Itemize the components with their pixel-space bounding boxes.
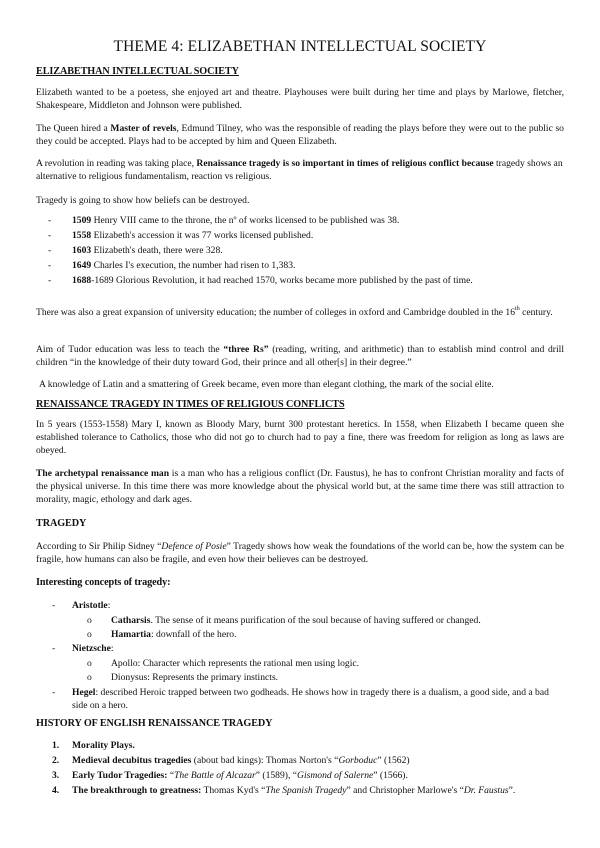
- dash-marker: -: [52, 643, 56, 654]
- bold-term-master-of-revels: Master of revels: [110, 123, 177, 134]
- paragraph-bloody-mary: In 5 years (1553-1558) Mary I, known as Bloody Mary, burnt 300 protestant heretics. In 1558, when Elizabeth I became queen she established tolerance to Catholics, those who did not go to church had to pay a fine, there was freedom for religion as long as laws are obeyed.: [36, 419, 564, 457]
- circle-marker: o: [87, 672, 92, 683]
- text: Elizabeth's accession it was 77 works licensed published.: [91, 230, 314, 241]
- number-marker: 2.: [52, 755, 60, 766]
- text: :: [110, 643, 114, 654]
- text: is a man who has a religious conflict (Dr. Faustus), he has to confront Christian morality and facts of the physical universe. In this time there was more knowledge about the physical world but, at the same time there was still attraction to morality, magic, ethology and dark ages.: [36, 468, 565, 506]
- dash-marker: -: [48, 245, 52, 256]
- paragraph-elizabeth-poetess: Elizabeth wanted to be a poetess, she enjoyed art and theatre. Playhouses were built during her time and plays by Marlowe, fletcher, Shakespeare, Middleton and Johnson were published.: [36, 87, 564, 112]
- text: , Edmund Tilney, who was the responsible of reading the plays before they were out to the public so they could be accepted. Plays had to be accepted by him and Queen Elizabeth.: [36, 123, 564, 148]
- concept-name: Catharsis: [111, 615, 151, 626]
- text: century.: [519, 307, 553, 318]
- page-title: THEME 4: ELIZABETHAN INTELLECTUAL SOCIETY: [113, 38, 487, 55]
- dash-marker: -: [48, 230, 52, 241]
- year: 1688: [72, 275, 92, 286]
- section-heading-intellectual-society: ELIZABETHAN INTELLECTUAL SOCIETY: [36, 66, 239, 77]
- bold-phrase-renaissance-tragedy: Renaissance tragedy is so important in times of religious conflict because: [196, 158, 494, 169]
- year: 1649: [72, 260, 92, 271]
- text: According to Sir Philip Sidney “: [36, 541, 162, 552]
- text: : downfall of the hero.: [150, 629, 237, 640]
- text: Elizabeth's death, there were 328.: [91, 245, 223, 256]
- text: Aim of Tudor education was less to teach the: [36, 344, 224, 355]
- superscript: th: [515, 306, 520, 312]
- concept-name: Hegel: [72, 687, 96, 698]
- text: Charles I's execution, the number had risen to 1,383.: [91, 260, 296, 271]
- text: Dionysus: Represents the primary instincts.: [111, 672, 279, 683]
- number-marker: 3.: [52, 770, 60, 781]
- text: The Queen hired a: [36, 123, 111, 134]
- italic-title: Dr. Faustus: [463, 785, 509, 796]
- text: :: [107, 600, 111, 611]
- dash-marker: -: [48, 260, 52, 271]
- text: ” Tragedy shows how weak the foundations of the world can be, how the system can be fragile, how humans can also be fragile, and even how their believes can be destroyed.: [36, 541, 565, 566]
- paragraph-university-expansion: [36, 306, 564, 319]
- bold-term: Early Tudor Tragedies:: [72, 770, 168, 781]
- concept-name: Hamartia: [111, 629, 151, 640]
- italic-title-defence-of-posie: Defence of Posie: [161, 541, 227, 552]
- text: Thomas Kyd's “: [201, 785, 266, 796]
- text: -1689 Glorious Revolution, it had reached 1570, works became more published by the past of time.: [91, 275, 473, 286]
- concept-name: Nietzsche: [72, 643, 111, 654]
- bold-term-archetypal-man: The archetypal renaissance man: [36, 468, 170, 479]
- italic-title: The Battle of Alcazar: [174, 770, 256, 781]
- bold-term: Morality Plays.: [72, 740, 135, 751]
- section-heading-concepts: Interesting concepts of tragedy:: [36, 577, 171, 588]
- text: There was also a great expansion of university education; the number of colleges in oxford and Cambridge doubled in the 16: [36, 307, 516, 318]
- italic-title: Gismond of Salerne: [297, 770, 374, 781]
- section-heading-renaissance-tragedy: RENAISSANCE TRAGEDY IN TIMES OF RELIGIOUS CONFLICTS: [36, 399, 345, 410]
- text: (reading, writing, and arithmetic) than to establish mind control and drill children “in the knowledge of their duty toward God, their prince and all other[s] in their degree.”: [36, 344, 564, 369]
- italic-title: The Spanish Tragedy: [265, 785, 347, 796]
- number-marker: 1.: [52, 740, 60, 751]
- paragraph-latin-greek: A knowledge of Latin and a smattering of Greek became, even more than elegant clothing, the mark of the social elite.: [39, 379, 494, 390]
- bold-term: Medieval decubitus tragedies: [72, 755, 192, 766]
- dash-marker: -: [52, 687, 56, 698]
- text: tragedy shows an alternative to religious fundamentalism, reaction vs religious.: [36, 158, 563, 183]
- dash-marker: -: [52, 600, 56, 611]
- text: (about bad kings): Thomas Norton's “: [191, 755, 339, 766]
- section-heading-history: HISTORY OF ENGLISH RENAISSANCE TRAGEDY: [36, 718, 273, 729]
- italic-title: Gorboduc: [338, 755, 378, 766]
- text: ” (1589), “: [255, 770, 298, 781]
- bold-term: The breakthrough to greatness:: [72, 785, 202, 796]
- circle-marker: o: [87, 629, 92, 640]
- text: Apollo: Character which represents the rational men using logic.: [111, 658, 360, 669]
- text: : described Heroic trapped between two godheads. He shows how in tragedy there is a dualism, a good side, and a bad side on a hero.: [72, 687, 549, 712]
- text: ”.: [508, 785, 516, 796]
- year: 1603: [72, 245, 92, 256]
- text: “: [167, 770, 175, 781]
- paragraph-beliefs-destroyed: Tragedy is going to show how beliefs can be destroyed.: [36, 195, 250, 206]
- paragraph-tudor-education: [36, 343, 564, 369]
- text: ” and Christopher Marlowe's “: [346, 785, 464, 796]
- section-heading-tragedy: TRAGEDY: [36, 518, 87, 529]
- text: ” (1562): [377, 755, 410, 766]
- number-marker: 4.: [52, 785, 60, 796]
- paragraph-master-of-revels: [36, 122, 564, 148]
- text: A revolution in reading was taking place,: [36, 158, 197, 169]
- year: 1558: [72, 230, 92, 241]
- paragraph-sidney: [36, 540, 564, 566]
- year: 1509: [72, 215, 92, 226]
- circle-marker: o: [87, 658, 92, 669]
- text: . The sense of it means purification of the soul because of having suffered or changed.: [150, 615, 481, 626]
- dash-marker: -: [48, 215, 52, 226]
- dash-marker: -: [48, 275, 52, 286]
- bold-term-three-rs: “three Rs”: [223, 344, 269, 355]
- text: Henry VIII came to the throne, the nº of works licensed to be published was 38.: [91, 215, 400, 226]
- circle-marker: o: [87, 615, 92, 626]
- paragraph-archetypal-man: [36, 467, 564, 506]
- concept-name: Aristotle: [72, 600, 108, 611]
- text: ” (1566).: [373, 770, 408, 781]
- paragraph-reading-revolution: [36, 157, 564, 183]
